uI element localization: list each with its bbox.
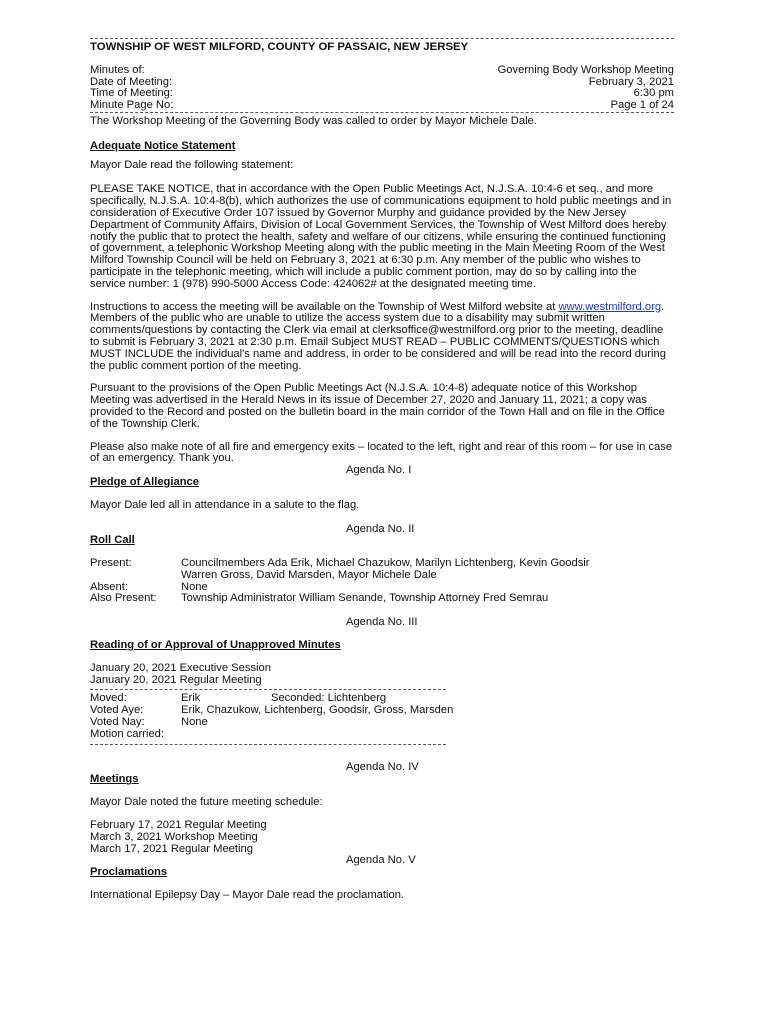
absent-row: Absent: None <box>90 580 208 593</box>
minutes-page <box>90 38 674 902</box>
also-present-row: Also Present: Township Administrator William Senande, Township Attorney Fred Semrau <box>90 592 549 605</box>
minutes-of-label: Minutes of: <box>90 63 145 76</box>
vote-block <box>90 693 674 740</box>
header-top-divider <box>90 38 674 39</box>
voted-aye-row: Voted Aye: Erik, Chazukow, Lichtenberg, Goodsir, Gross, Marsden <box>90 704 454 717</box>
notice-heading: Adequate Notice Statement <box>90 139 236 152</box>
vote-top-divider <box>90 689 446 690</box>
meetings-lead: Mayor Dale noted the future meeting schedule: <box>90 796 323 809</box>
moved-row: Moved: Erik Seconded: Lichtenberg <box>90 692 387 705</box>
date-label: Date of Meeting: <box>90 75 173 88</box>
page-value: Page 1 of 24 <box>610 99 674 112</box>
agenda-2-label: Agenda No. II <box>346 522 415 535</box>
document-title: TOWNSHIP OF WEST MILFORD, COUNTY OF PASSAIC, NEW JERSEY <box>90 41 469 53</box>
date-value: February 3, 2021 <box>588 75 674 88</box>
meeting-item-2: March 3, 2021 Workshop Meeting <box>90 830 258 843</box>
header-bottom-divider <box>90 112 674 113</box>
notice-paragraph-2: Instructions to access the meeting will be available on the Township of West Milford website at www.westmilford.org. Members of the public who are unable to utilize the access system due to a disability may submit written comments/questions by contacting the Clerk via email at clerksoffice@westmilford.org prior to the meeting, deadline to submit is February 3, 2021 at 2:30 p.m. Email Subject MUST READ – PUBLIC COMMENTS/QUESTIONS which MUST INCLUDE the individual's name and address, in order to be considered and will be read into the record during the public comment portion of the meeting. <box>90 300 666 372</box>
voted-nay-row: Voted Nay: None <box>90 716 208 729</box>
notice-paragraph-3: Pursuant to the provisions of the Open Public Meetings Act (N.J.S.A. 10:4-8) adequate notice of this Workshop Meeting was advertised in the Herald News in its issue of December 27, 2020 and January 11, 2021; a copy was provided to the Record and posted on the bulletin board in the main corridor of the Town Hall and on file in the Office of the Township Clerk. <box>90 382 665 430</box>
present-row: Present: Councilmembers Ada Erik, Michael Chazukow, Marilyn Lichtenberg, Kevin Goodsir Warren Gross, David Marsden, Mayor Michele Dale <box>90 557 590 581</box>
meetings-heading: Meetings <box>90 773 139 786</box>
minutes-heading: Reading of or Approval of Unapproved Minutes <box>90 639 341 652</box>
minutes-of-value: Governing Body Workshop Meeting <box>497 63 674 76</box>
notice-paragraph-4: Please also make note of all fire and emergency exits – located to the left, right and rear of this room – for use in case of an emergency. Thank you. <box>90 440 673 465</box>
time-label: Time of Meeting: <box>90 87 173 100</box>
page-label: Minute Page No: <box>90 99 174 112</box>
motion-carried: Motion carried: <box>90 727 164 740</box>
agenda-4-label: Agenda No. IV <box>346 760 419 773</box>
website-link[interactable]: www.westmilford.org <box>558 300 662 313</box>
meeting-item-3: March 17, 2021 Regular Meeting <box>90 842 253 855</box>
vote-bottom-divider <box>90 744 446 745</box>
roll-call-heading: Roll Call <box>90 534 135 547</box>
proclamations-heading: Proclamations <box>90 866 168 879</box>
agenda-1-label: Agenda No. I <box>346 464 412 477</box>
roll-call <box>90 558 674 605</box>
agenda-3-label: Agenda No. III <box>346 616 418 629</box>
notice-lead: Mayor Dale read the following statement: <box>90 158 294 171</box>
meeting-item-1: February 17, 2021 Regular Meeting <box>90 819 267 832</box>
minutes-item-1: January 20, 2021 Executive Session <box>90 661 271 674</box>
pledge-heading: Pledge of Allegiance <box>90 475 200 488</box>
time-value: 6:30 pm <box>633 87 674 100</box>
intro-text: The Workshop Meeting of the Governing Body was called to order by Mayor Michele Dale. <box>90 114 537 127</box>
agenda-5-label: Agenda No. V <box>346 854 416 867</box>
pledge-text: Mayor Dale led all in attendance in a salute to the flag. <box>90 498 360 511</box>
minutes-item-2: January 20, 2021 Regular Meeting <box>90 673 262 686</box>
meeting-info <box>90 65 674 112</box>
proclamation-text: International Epilepsy Day – Mayor Dale read the proclamation. <box>90 889 405 902</box>
notice-paragraph-1: PLEASE TAKE NOTICE, that in accordance with the Open Public Meetings Act, N.J.S.A. 10:4-6 et seq., and more specifically, N.J.S.A. 10:4-8(b), which authorizes the use of communications equipment to hold public meetings and in consideration of Executive Order 107 issued by Governor Murphy and guidance provided by the New Jersey Department of Community Affairs, Division of Local Government Services, the Township of West Milford does hereby notify the public that to protect the health, safety and welfare of our citizens, while ensuring the continued functioning of government, a telephonic Workshop Meeting along with the public meeting in the Main Meeting Room of the West Milford Township Council will be held on February 3, 2021 at 6:30 p.m. Any member of the public who wishes to participate in the telephonic meeting, which will include a public comment portion, may do so by calling into the service number: 1 (978) 990-5000 Access Code: 424062# at the designated meeting time. <box>90 183 672 290</box>
